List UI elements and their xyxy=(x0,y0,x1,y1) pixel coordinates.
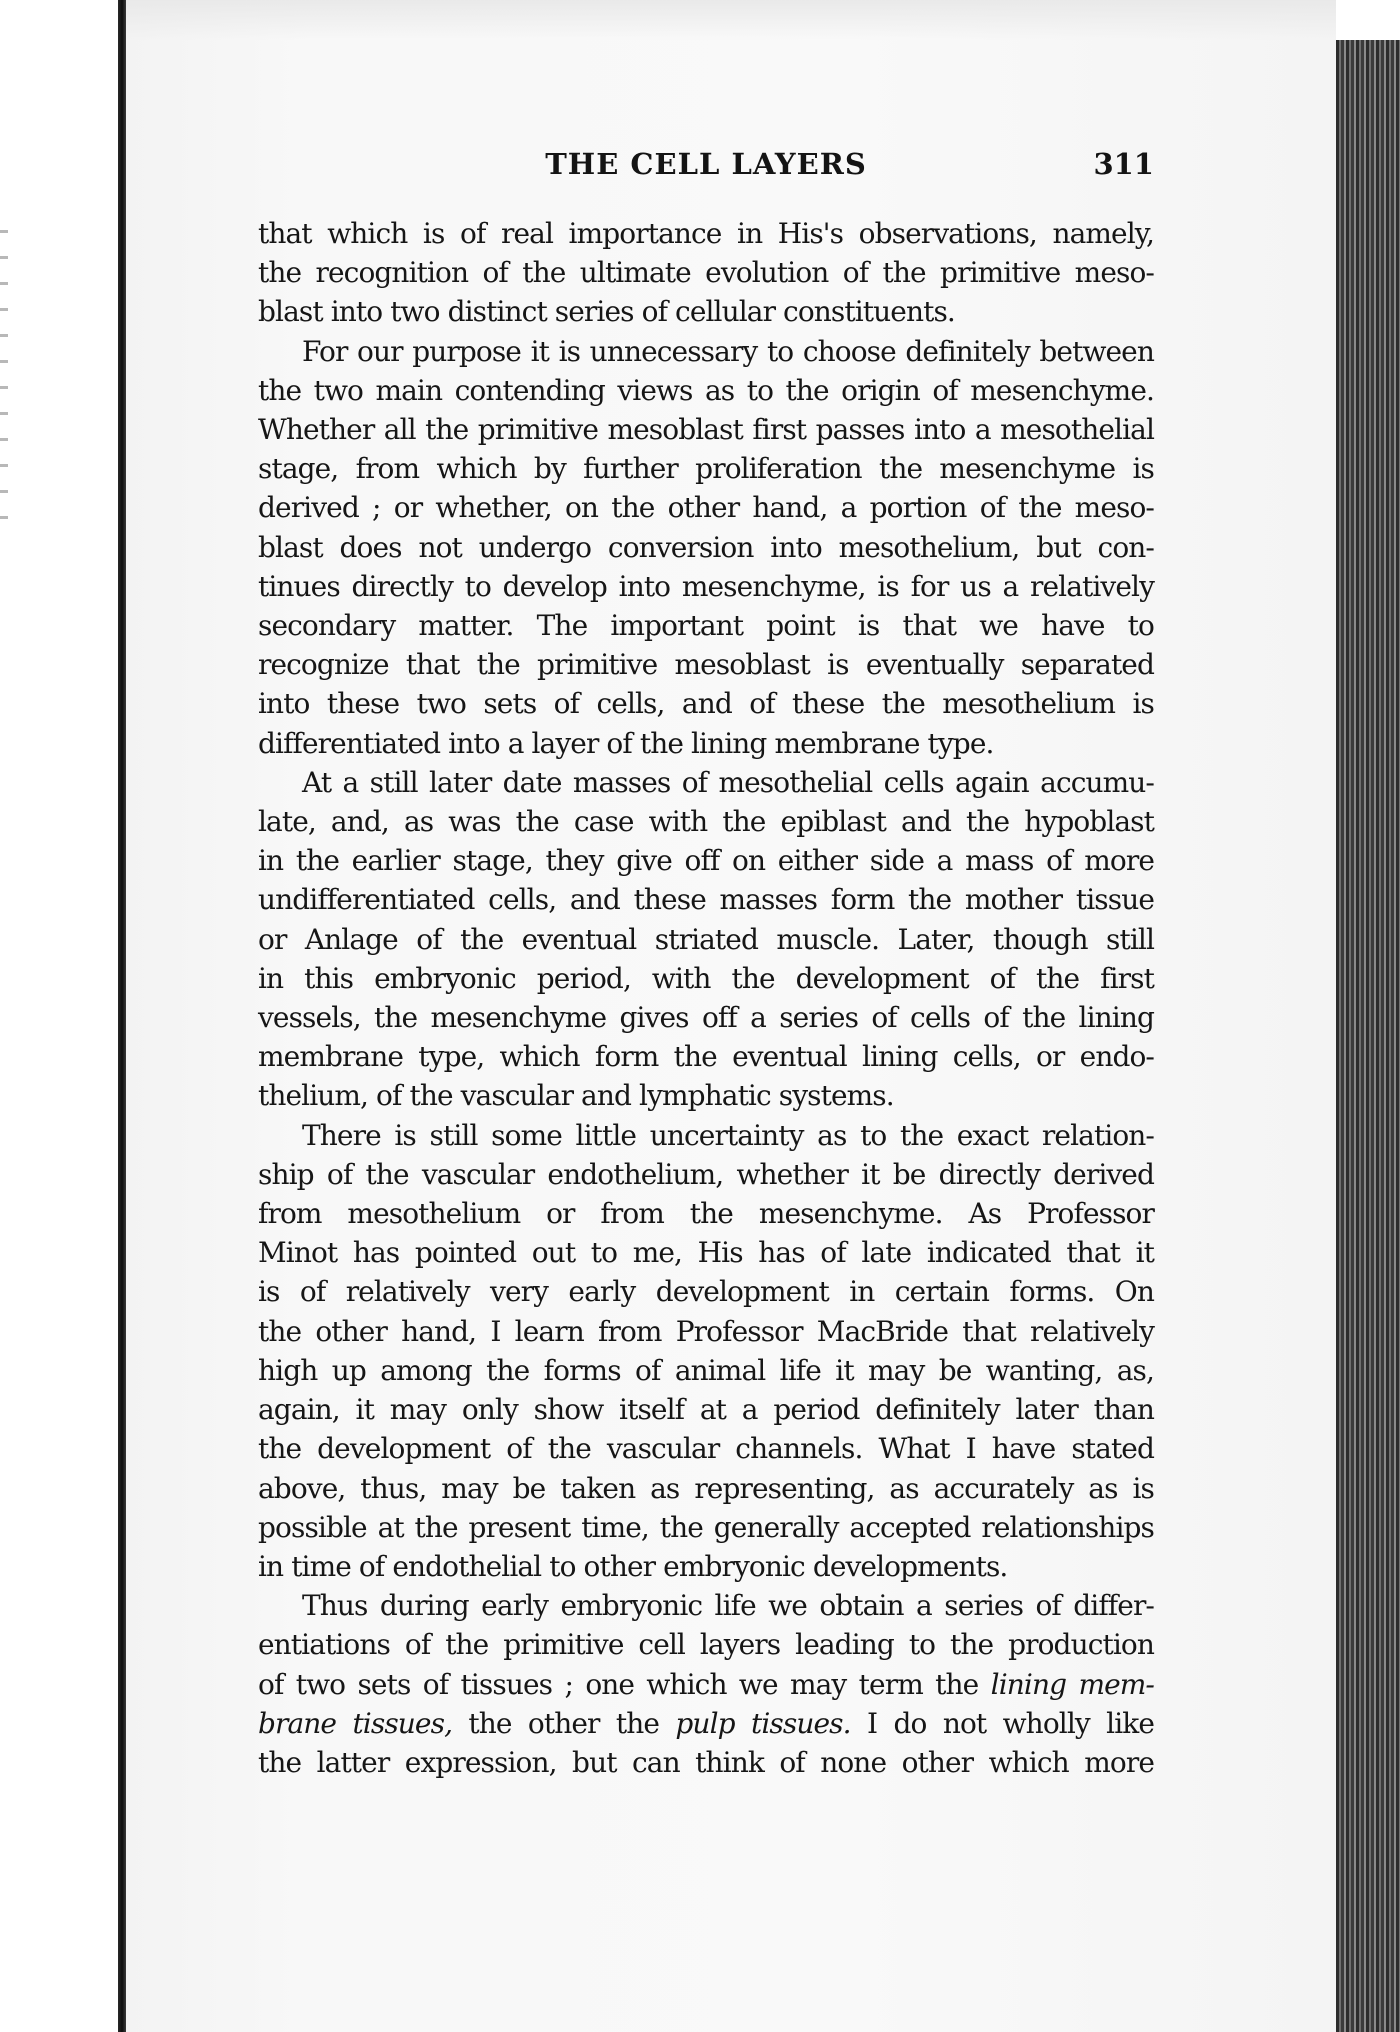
text-line: in the earlier stage, they give off on either side a mass of more xyxy=(258,844,1154,878)
page-top-shadow xyxy=(126,0,1336,40)
text-line: high up among the forms of animal life it may be wanting, as, xyxy=(258,1353,1154,1387)
text-line: Whether all the primitive mesoblast first passes into a mesothelial xyxy=(258,413,1154,447)
italic-term: lining mem- xyxy=(990,1667,1154,1701)
text-line: is of relatively very early development in certain forms. On xyxy=(258,1275,1154,1309)
text-line: differentiated into a layer of the lining membrane type. xyxy=(258,726,994,760)
text-line: from mesothelium or from the mesenchyme. As Professor xyxy=(258,1197,1154,1231)
text-line: late, and, as was the case with the epiblast and the hypoblast xyxy=(258,805,1154,839)
text-line: At a still later date masses of mesothelial cells again accumu- xyxy=(302,765,1154,799)
text-line: blast into two distinct series of cellular constituents. xyxy=(258,295,955,329)
text-line: Minot has pointed out to me, His has of late indicated that it xyxy=(258,1236,1154,1270)
text-line: stage, from which by further proliferation the mesenchyme is xyxy=(258,452,1154,486)
text-line: membrane type, which form the eventual lining cells, or endo- xyxy=(258,1040,1154,1074)
text-run: the other the xyxy=(452,1706,676,1740)
text-line: blast does not undergo conversion into mesothelium, but con- xyxy=(258,530,1154,564)
page-stack-edge xyxy=(1336,40,1400,2032)
text-line: in this embryonic period, with the development of the first xyxy=(258,961,1154,995)
text-line: tinues directly to develop into mesenchyme, is for us a relatively xyxy=(258,569,1154,603)
text-line: that which is of real importance in His's observations, namely, xyxy=(258,217,1154,250)
text-line: recognize that the primitive mesoblast is eventually separated xyxy=(258,648,1154,682)
text-line: the recognition of the ultimate evolution of the primitive meso- xyxy=(258,256,1154,290)
page-number: 311 xyxy=(1093,147,1154,181)
text-line: For our purpose it is unnecessary to choose definitely between xyxy=(302,334,1154,368)
text-line: Thus during early embryonic life we obtain a series of differ- xyxy=(302,1589,1154,1623)
text-line: into these two sets of cells, and of these the mesothelium is xyxy=(258,687,1154,721)
text-line: thelium, of the vascular and lymphatic systems. xyxy=(258,1079,894,1113)
text-line: vessels, the mesenchyme gives off a series of cells of the lining xyxy=(258,1001,1154,1035)
text-line: in time of endothelial to other embryonic developments. xyxy=(258,1549,1008,1583)
text-line: or Anlage of the eventual striated muscle. Later, though still xyxy=(258,922,1154,956)
left-page-edge-marks xyxy=(0,230,8,530)
text-line: possible at the present time, the generally accepted relationships xyxy=(258,1510,1154,1544)
text-line: the other hand, I learn from Professor MacBride that relatively xyxy=(258,1314,1154,1348)
page-header xyxy=(258,147,1154,187)
book-gutter xyxy=(118,0,126,2032)
italic-term: brane tissues, xyxy=(258,1706,453,1740)
text-line xyxy=(258,1665,1154,1704)
text-line: undifferentiated cells, and these masses form the mother tissue xyxy=(258,883,1154,917)
text-line: entiations of the primitive cell layers leading to the production xyxy=(258,1628,1154,1662)
italic-term: pulp tissues. xyxy=(675,1706,851,1740)
text-line: above, thus, may be taken as representing, as accurately as is xyxy=(258,1471,1154,1505)
running-head: THE CELL LAYERS xyxy=(545,147,867,181)
text-line: ship of the vascular endothelium, whether it be directly derived xyxy=(258,1157,1154,1191)
text-line: again, it may only show itself at a period definitely later than xyxy=(258,1393,1154,1427)
text-line: the latter expression, but can think of none other which more xyxy=(258,1745,1154,1779)
text-line: secondary matter. The important point is that we have to xyxy=(258,609,1154,643)
body-text xyxy=(258,214,1154,1782)
text-line: There is still some little uncertainty as to the exact relation- xyxy=(302,1118,1154,1152)
left-margin xyxy=(0,0,118,2032)
page-edge-top xyxy=(1336,0,1400,40)
text-line xyxy=(258,1704,1154,1743)
text-run: of two sets of tissues ; one which we may term the xyxy=(258,1667,991,1701)
text-run: I do not wholly like xyxy=(850,1706,1154,1740)
text-line: the two main contending views as to the origin of mesenchyme. xyxy=(258,373,1154,407)
text-line: derived ; or whether, on the other hand, a portion of the meso- xyxy=(258,491,1154,525)
text-line: the development of the vascular channels. What I have stated xyxy=(258,1432,1154,1466)
